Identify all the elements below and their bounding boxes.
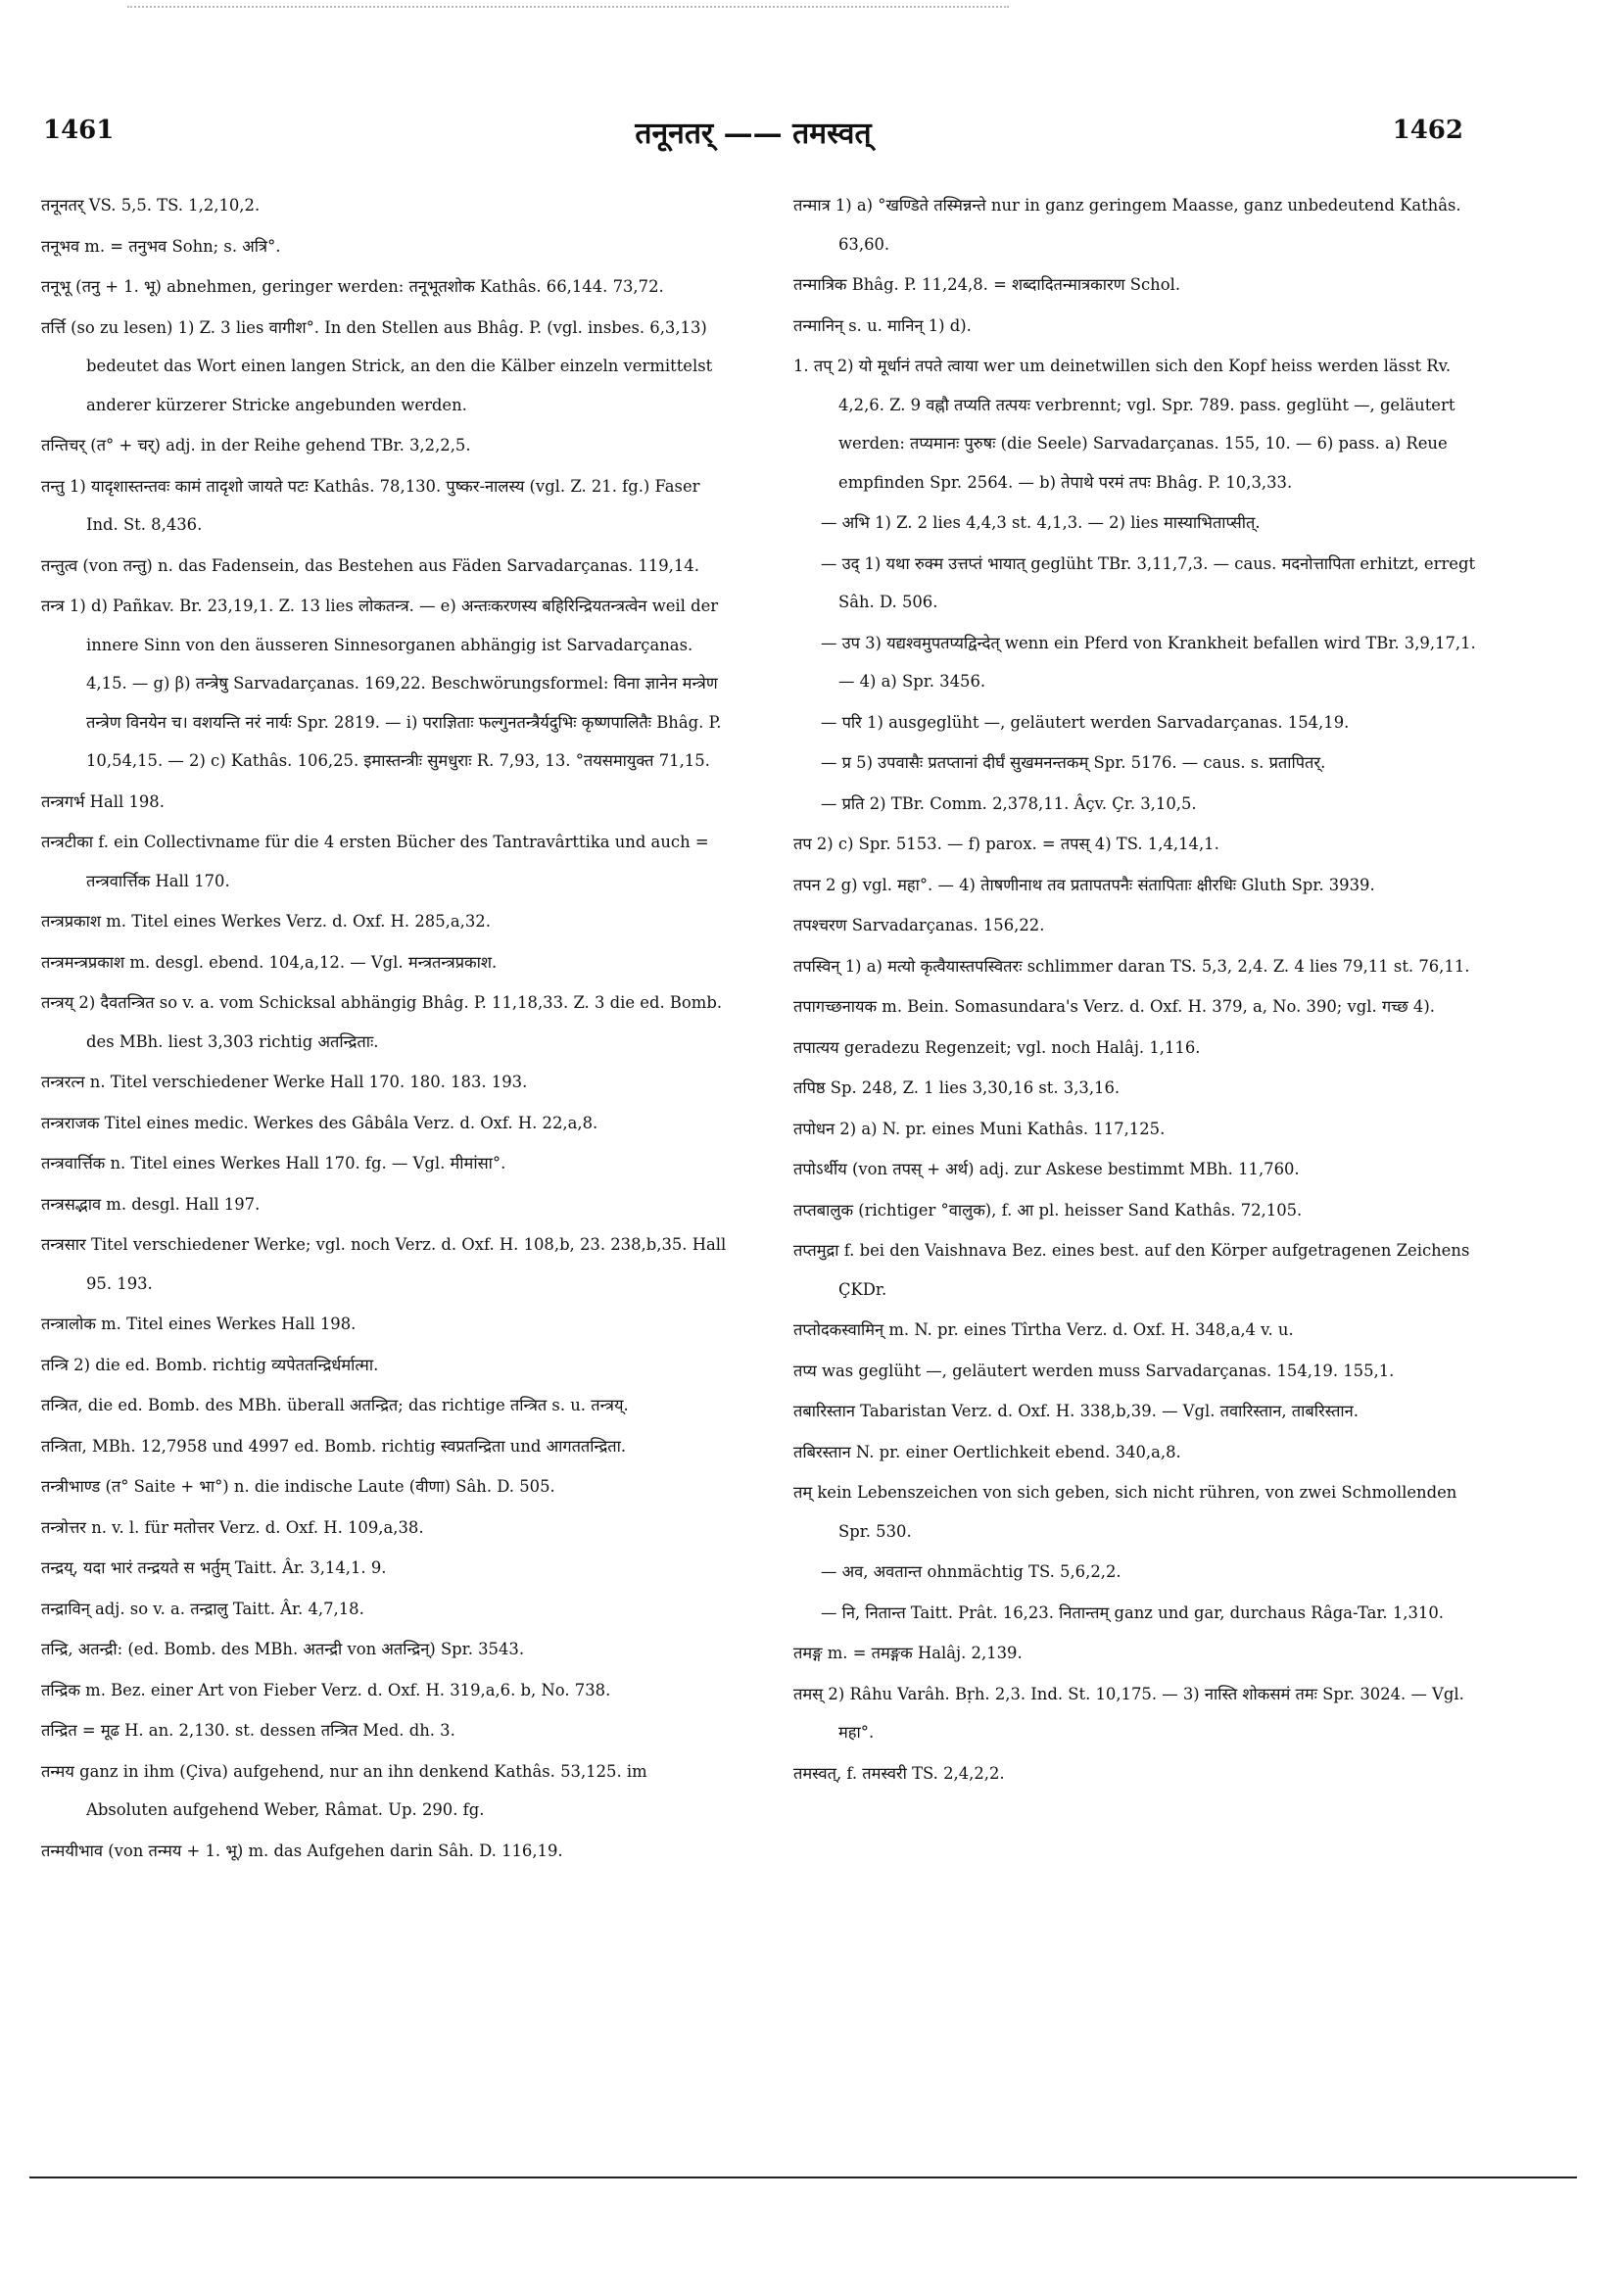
dictionary-entry: तन्द्राविन् adj. so v. a. तन्द्रालु Taitt. Âr. 4,7,18. [41, 1599, 364, 1618]
dictionary-entry: तन्त्रप्रकाश m. Titel eines Werkes Verz. d. Oxf. H. 285,a,32. [41, 912, 491, 931]
running-head: तनूनतर् —— तमस्वत् [635, 117, 872, 151]
dictionary-entry: तन्त्रिता, MBh. 12,7958 und 4997 ed. Bomb. richtig स्वप्रतन्द्रिता und आगततन्द्रिता. [41, 1436, 627, 1456]
page-header [43, 116, 1463, 161]
dictionary-entry: तन्द्रिक m. Bez. einer Art von Fieber Verz. d. Oxf. H. 319,a,6. b, No. 738. [41, 1680, 611, 1699]
dictionary-entry: तन्त्रय् 2) दैवतन्त्रित so v. a. vom Schicksal abhängig Bhâg. P. 11,18,33. Z. 3 die ed. Bomb. des MBh. liest 3,303 richtig अतन्द्रिताः. [41, 993, 723, 1051]
dictionary-entry: तबिरस्तान N. pr. einer Oertlichkeit ebend. 340,a,8. [793, 1442, 1181, 1461]
dictionary-entry: तन्मात्र 1) a) °खण्डिते तस्मिन्नन्ते nur in ganz geringem Maasse, ganz unbedeutend Kathâs. 63,60. [793, 196, 1461, 254]
dictionary-entry: तन्त्रगर्भ Hall 198. [41, 791, 165, 811]
dictionary-entry: तन्त्रसार Titel verschiedener Werke; vgl. noch Verz. d. Oxf. H. 108,b, 23. 238,b,35. Hall 95. 193. [41, 1235, 727, 1293]
dictionary-entry: तपिष्ठ Sp. 248, Z. 1 lies 3,30,16 st. 3,3,16. [793, 1078, 1121, 1097]
dictionary-entry: तन्तु 1) यादृशास्तन्तवः कामं तादृशो जायते पटः Kathâs. 78,130. पुष्कर-नालस्य (vgl. Z. 21. fg.) Faser Ind. St. 8,436. [41, 476, 700, 534]
dictionary-entry: तप्तोदकस्वामिन् m. N. pr. eines Tîrtha Verz. d. Oxf. H. 348,a,4 v. u. [793, 1320, 1294, 1339]
dictionary-entry: — अभि 1) Z. 2 lies 4,4,3 st. 4,1,3. — 2) lies मास्याभिताप्सीत्. [821, 513, 1261, 532]
dictionary-entry: — अव, अवतान्त ohnmächtig TS. 5,6,2,2. [821, 1562, 1121, 1581]
dictionary-entry: तप 2) c) Spr. 5153. — f) parox. = तपस् 4) TS. 1,4,14,1. [793, 835, 1219, 853]
dictionary-entry: तमस् 2) Râhu Varâh. Bṛh. 2,3. Ind. St. 10,175. — 3) नास्ति शोकसमं तमः Spr. 3024. — Vgl. महा°. [793, 1684, 1464, 1742]
dictionary-entry: तन्त्रीभाण्ड (त° Saite + भा°) n. die indische Laute (वीणा) Sâh. D. 505. [41, 1477, 555, 1496]
dictionary-entry: तर्त्ति (so zu lesen) 1) Z. 3 lies वागीश°. In den Stellen aus Bhâg. P. (vgl. insbes. 6,3,13) bedeutet das Wort einen langen Strick, an den die Kälber einzeln vermittelst anderer kürzerer Stricke angebunden werden. [41, 317, 713, 414]
dictionary-entry: तन्तिचर् (त° + चर्) adj. in der Reihe gehend TBr. 3,2,2,5. [41, 436, 471, 454]
dictionary-entry: तन्द्रय्, यदा भारं तन्द्रयते स भर्तुम् Taitt. Âr. 3,14,1. 9. [41, 1558, 387, 1577]
dictionary-entry: तन्मयीभाव (von तन्मय + 1. भू) m. das Aufgehen darin Sâh. D. 116,19. [41, 1841, 563, 1860]
dictionary-entry: — प्र 5) उपवासैः प्रतप्तानां दीर्घं सुखमनन्तकम् Spr. 5176. — caus. s. प्रतापितर्. [821, 753, 1326, 772]
dictionary-entry: तप्तबालुक (richtiger °वालुक), f. आ pl. heisser Sand Kathâs. 72,105. [793, 1200, 1303, 1220]
dictionary-entry: तन्मानिन् s. u. मानिन् 1) d). [793, 315, 972, 335]
dictionary-entry: तपात्यय geradezu Regenzeit; vgl. noch Halâj. 1,116. [793, 1037, 1201, 1057]
dictionary-entry: तन्मात्रिक Bhâg. P. 11,24,8. = शब्दादितन्मात्रकारण Schol. [793, 275, 1181, 294]
dictionary-entry: — उद् 1) यथा रुक्म उत्तप्तं भायात् geglüht TBr. 3,11,7,3. — caus. मदनोत्तापिता erhitzt, erregt Sâh. D. 506. [821, 553, 1476, 611]
dictionary-entry: तपोऽर्थीय (von तपस् + अर्थ) adj. zur Askese bestimmt MBh. 11,760. [793, 1160, 1300, 1178]
dictionary-entry: तबारिस्तान Tabaristan Verz. d. Oxf. H. 338,b,39. — Vgl. तवारिस्तान, ताबरिस्तान. [793, 1402, 1359, 1420]
dictionary-entry: तन्त्रवार्त्तिक n. Titel eines Werkes Hall 170. fg. — Vgl. मीमांसा°. [41, 1154, 506, 1172]
dictionary-entry: तमस्वत्, f. तमस्वरी TS. 2,4,2,2. [793, 1763, 1005, 1783]
page-number-right: 1462 [1392, 116, 1463, 145]
left-column [41, 186, 727, 1872]
dictionary-entry: तपोधन 2) a) N. pr. eines Muni Kathâs. 117,125. [793, 1119, 1166, 1138]
dictionary-entry: तपश्चरण Sarvadarçanas. 156,22. [793, 916, 1045, 934]
dictionary-entry: तन्त्रोत्तर n. v. l. für मतोत्तर Verz. d. Oxf. H. 109,a,38. [41, 1517, 424, 1537]
dictionary-entry: तम् kein Lebenszeichen von sich geben, sich nicht rühren, von zwei Schmollenden Spr. 530. [793, 1483, 1457, 1541]
dictionary-entry: तन्त्रसद्भाव m. desgl. Hall 197. [41, 1194, 261, 1214]
dictionary-entry: तन्त्रमन्त्रप्रकाश m. desgl. ebend. 104,a,12. — Vgl. मन्त्रतन्त्रप्रकाश. [41, 952, 498, 972]
page-number-left: 1461 [43, 116, 115, 145]
dictionary-entry: तप्तमुद्रा f. bei den Vaishnava Bez. eines best. auf den Körper aufgetragenen Zeichens ÇKDr. [793, 1241, 1470, 1299]
dictionary-entry: तन्त्रराजक Titel eines medic. Werkes des Gâbâla Verz. d. Oxf. H. 22,a,8. [41, 1113, 598, 1132]
dictionary-entry: तपस्विन् 1) a) मत्यो कृत्वैयास्तपस्वितरः schlimmer daran TS. 5,3, 2,4. Z. 4 lies 79,11 st. 76,11. [793, 956, 1470, 976]
dictionary-entry: तमङ्ग m. = तमङ्गक Halâj. 2,139. [793, 1644, 1023, 1662]
dictionary-entry: तन्मय ganz in ihm (Çiva) aufgehend, nur an ihn denkend Kathâs. 53,125. im Absoluten aufgehend Weber, Râmat. Up. 290. fg. [41, 1761, 647, 1819]
scan-artifact [127, 6, 1009, 12]
dictionary-entry: तप्य was geglüht —, geläutert werden muss Sarvadarçanas. 154,19. 155,1. [793, 1361, 1395, 1380]
bottom-rule [29, 2176, 1577, 2178]
dictionary-entry: — परि 1) ausgeglüht —, geläutert werden Sarvadarçanas. 154,19. [821, 712, 1350, 732]
dictionary-entry: — नि, नितान्त Taitt. Prât. 16,23. नितान्तम् ganz und gar, durchaus Râga-Tar. 1,310. [821, 1602, 1444, 1622]
dictionary-entry: — उप 3) यद्यश्वमुपतप्यद्विन्देत् wenn ein Pferd von Krankheit befallen wird TBr. 3,9,17,1. — 4) a) Spr. 3456. [821, 633, 1476, 691]
right-column [793, 186, 1491, 1794]
dictionary-entry: तन्त्रित, die ed. Bomb. des MBh. überall अतन्द्रित; das richtige तन्त्रित s. u. तन्त्रय्. [41, 1396, 629, 1414]
dictionary-entry: — प्रति 2) TBr. Comm. 2,378,11. Âçv. Çr. 3,10,5. [821, 793, 1197, 813]
dictionary-entry: तन्द्रि, अतन्द्री: (ed. Bomb. des MBh. अतन्द्री von अतन्द्रिन्) Spr. 3543. [41, 1640, 525, 1658]
dictionary-entry: तन्त्रटीका f. ein Collectivname für die 4 ersten Bücher des Tantravârttika und auch = तन्त्रवार्त्तिक Hall 170. [41, 833, 709, 890]
dictionary-entry: तन्त्र 1) d) Pañkav. Br. 23,19,1. Z. 13 lies लोकतन्त्र. — e) अन्तःकरणस्य बहिरिन्द्रियतन्त्रत्वेन weil der innere Sinn von den äusseren Sinnesorganen abhängig ist Sarvadarçanas. 4,15. — g) β) तन्त्रेषु Sarvadarçanas. 169,22. Beschwörungsformel: विना ज्ञानेन मन्त्रेण तन्त्रेण विनयेन च। वशयन्ति नरं नार्यः Spr. 2819. — i) पराज्ञिताः फल्गुनतन्त्रैर्यदुभिः कृष्णपालितैः Bhâg. P. 10,54,15. — 2) c) Kathâs. 106,25. इमास्तन्त्रीः सुमधुराः R. 7,93, 13. °तयसमायुक्त 71,15. [41, 597, 722, 770]
dictionary-entry: तन्त्रि 2) die ed. Bomb. richtig व्यपेततन्द्रिर्धर्मात्मा. [41, 1355, 379, 1374]
dictionary-entry: तन्तुत्व (von तन्तु) n. das Fadensein, das Bestehen aus Fäden Sarvadarçanas. 119,14. [41, 555, 699, 575]
dictionary-entry: तनूभव m. = तनुभव Sohn; s. अत्रि°. [41, 236, 281, 256]
dictionary-entry: तपागच्छनायक m. Bein. Somasundara's Verz. d. Oxf. H. 379, a, No. 390; vgl. गच्छ 4). [793, 997, 1435, 1016]
dictionary-entry: तन्त्ररत्न n. Titel verschiedener Werke Hall 170. 180. 183. 193. [41, 1073, 528, 1091]
dictionary-entry: तनूनतर् VS. 5,5. TS. 1,2,10,2. [41, 196, 261, 215]
dictionary-entry: तनूभू (तनु + 1. भू) abnehmen, geringer werden: तनूभूतशोक Kathâs. 66,144. 73,72. [41, 277, 664, 296]
dictionary-entry: तन्द्रित = मूढ H. an. 2,130. st. dessen तन्त्रित Med. dh. 3. [41, 1721, 455, 1740]
dictionary-entry: तन्त्रालोक m. Titel eines Werkes Hall 198. [41, 1315, 357, 1333]
dictionary-entry: 1. तप् 2) यो मूर्धानं तपते त्वाया wer um deinetwillen sich den Kopf heiss werden lässt Rv. 4,2,6. Z. 9 वह्नौ तप्यति तत्पयः verbrennt; vgl. Spr. 789. pass. geglüht —, geläutert werden: तप्यमानः पुरुषः (die Seele) Sarvadarçanas. 155, 10. — 6) pass. a) Reue empfinden Spr. 2564. — b) तेपाथे परमं तपः Bhâg. P. 10,3,33. [793, 357, 1455, 492]
dictionary-entry: तपन 2 g) vgl. महा°. — 4) तेाषणीनाथ तव प्रतापतपनैः संतापिताः क्षीरधिः Gluth Spr. 3939. [793, 875, 1375, 894]
